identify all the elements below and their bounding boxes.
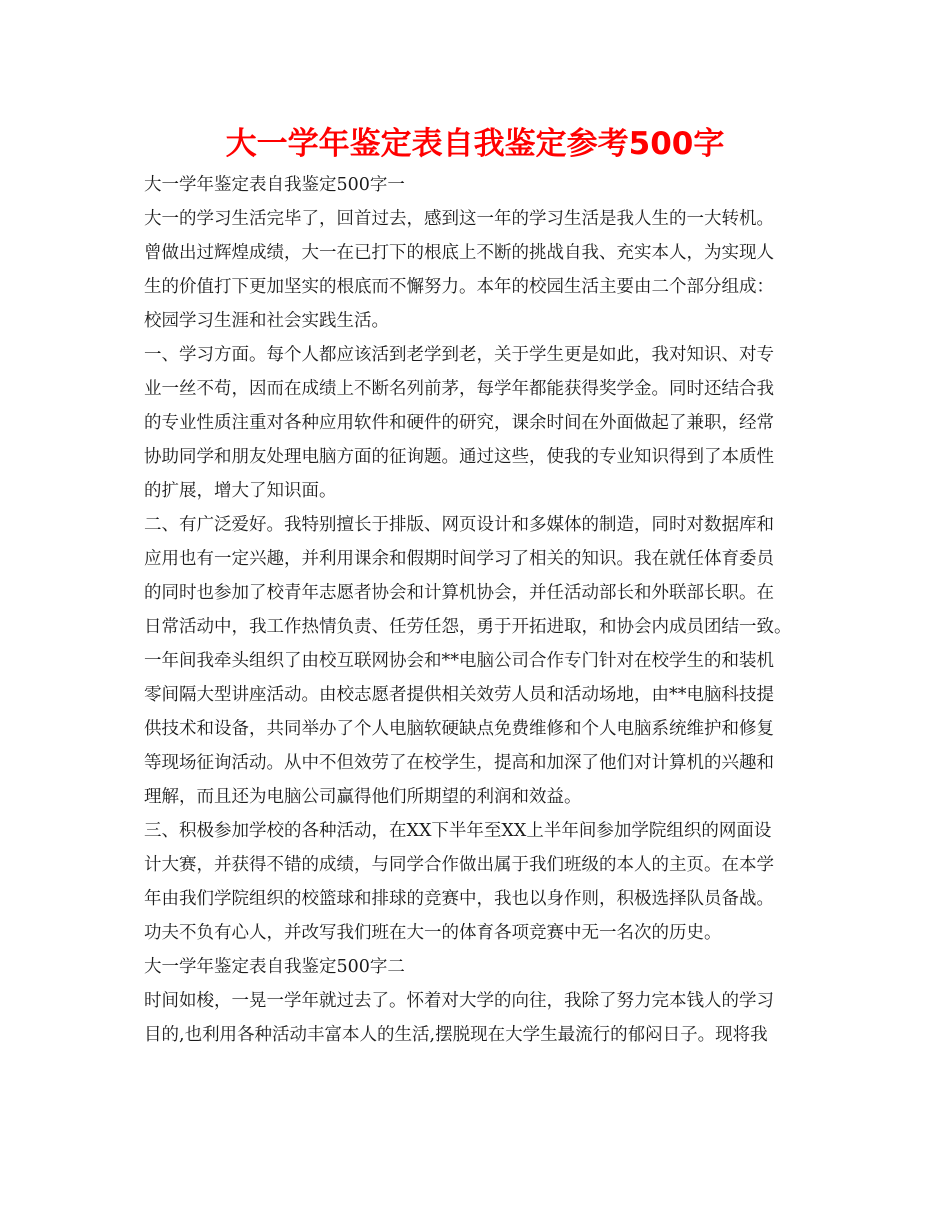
text-line: 日常活动中，我工作热情负责、任劳任怨，勇于开拓进取，和协会内成员团结一致。 xyxy=(144,617,792,637)
document-body xyxy=(144,168,816,1052)
text-line: 目的,也利用各种活动丰富本人的生活,摆脱现在大学生最流行的郁闷日子。现将我 xyxy=(144,1025,768,1045)
text-line: 生的价值打下更加坚实的根底而不懈努力。本年的校园生活主要由二个部分组成： xyxy=(144,277,774,297)
text-line: 供技术和设备，共同举办了个人电脑软硬缺点免费维修和个人电脑系统维护和修复 xyxy=(144,719,774,739)
text-line: 功夫不负有心人，并改写我们班在大一的体育各项竞赛中无一名次的历史。 xyxy=(144,923,722,943)
text-line: 时间如梭，一晃一学年就过去了。怀着对大学的向往，我除了努力完本钱人的学习 xyxy=(144,991,774,1011)
text-line: 的扩展，增大了知识面。 xyxy=(144,481,337,501)
text-line: 应用也有一定兴趣，并利用课余和假期时间学习了相关的知识。我在就任体育委员 xyxy=(144,549,774,569)
text-line: 大一的学习生活完毕了，回首过去，感到这一年的学习生活是我人生的一大转机。 xyxy=(144,209,774,229)
text-line: 一、学习方面。每个人都应该活到老学到老，关于学生更是如此，我对知识、对专 xyxy=(144,345,774,365)
text-line: 理解，而且还为电脑公司赢得他们所期望的利润和效益。 xyxy=(144,787,582,807)
text-line: 三、积极参加学校的各种活动，在XX下半年至XX上半年间参加学院组织的网面设 xyxy=(144,821,772,841)
text-line: 大一学年鉴定表自我鉴定500字一 xyxy=(144,175,405,195)
text-line: 二、有广泛爱好。我特别擅长于排版、网页设计和多媒体的制造，同时对数据库和 xyxy=(144,515,774,535)
text-line: 一年间我牵头组织了由校互联网协会和**电脑公司合作专门针对在校学生的和装机 xyxy=(144,651,774,671)
document-title: 大一学年鉴定表自我鉴定参考500字 xyxy=(225,126,725,162)
text-line: 校园学习生涯和社会实践生活。 xyxy=(144,311,389,331)
text-line: 等现场征询活动。从中不但效劳了在校学生，提高和加深了他们对计算机的兴趣和 xyxy=(144,753,774,773)
text-line: 的专业性质注重对各种应用软件和硬件的研究，课余时间在外面做起了兼职，经常 xyxy=(144,413,774,433)
text-line: 协助同学和朋友处理电脑方面的征询题。通过这些，使我的专业知识得到了本质性 xyxy=(144,447,774,467)
text-line: 年由我们学院组织的校篮球和排球的竞赛中，我也以身作则，积极选择队员备战。 xyxy=(144,889,774,909)
text-line: 零间隔大型讲座活动。由校志愿者提供相关效劳人员和活动场地，由**电脑科技提 xyxy=(144,685,774,705)
text-line: 的同时也参加了校青年志愿者协会和计算机协会，并任活动部长和外联部长职。在 xyxy=(144,583,774,603)
text-line: 曾做出过辉煌成绩，大一在已打下的根底上不断的挑战自我、充实本人，为实现人 xyxy=(144,243,774,263)
text-line: 大一学年鉴定表自我鉴定500字二 xyxy=(144,957,405,977)
text-line: 计大赛，并获得不错的成绩，与同学合作做出属于我们班级的本人的主页。在本学 xyxy=(144,855,774,875)
text-line: 业一丝不苟，因而在成绩上不断名列前茅，每学年都能获得奖学金。同时还结合我 xyxy=(144,379,774,399)
